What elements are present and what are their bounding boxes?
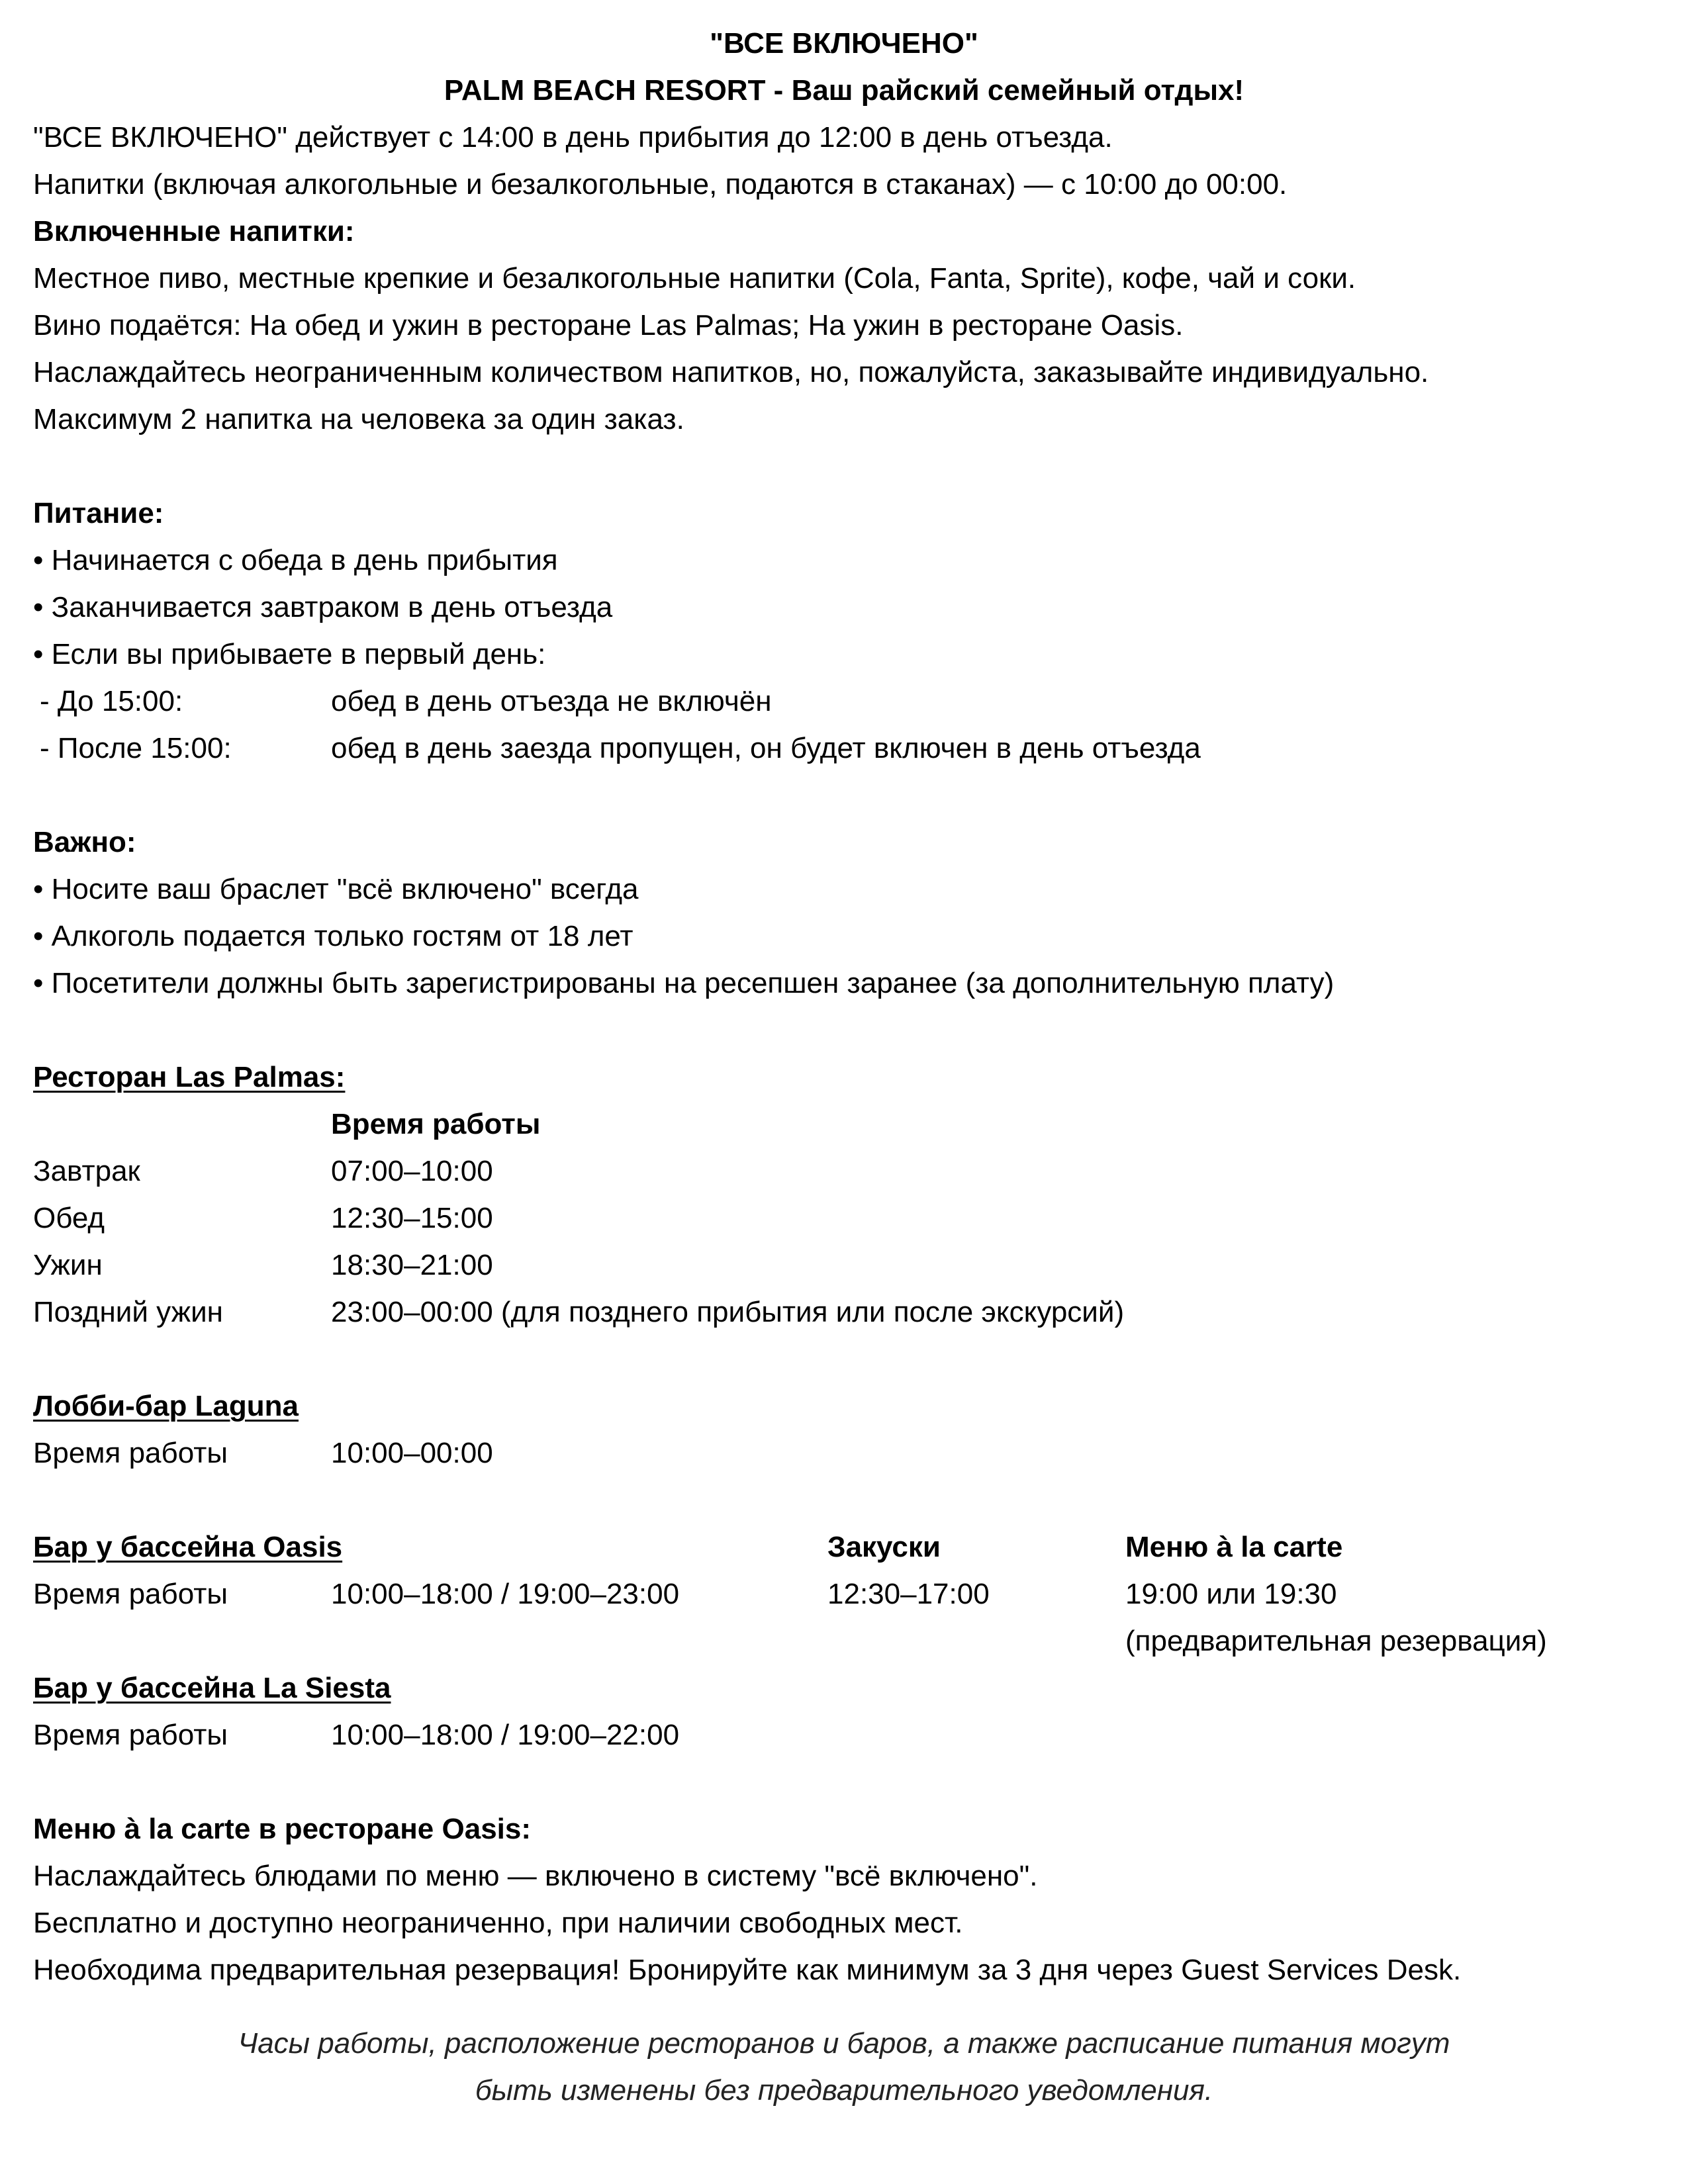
meals-row-label: - До 15:00: — [40, 685, 183, 717]
oasis-alacarte-heading: Меню à la carte — [1125, 1531, 1343, 1563]
spacer — [33, 1477, 1655, 1524]
footer-note-line: Часы работы, расположение ресторанов и баров, а также расписание питания могут — [238, 2027, 1450, 2060]
las-palmas-time: 23:00–00:00 (для позднего прибытия или после экскурсий) — [331, 1296, 1125, 1328]
meals-bullet: • Начинается с обеда в день прибытия — [33, 544, 558, 576]
las-palmas-row — [33, 1289, 1655, 1336]
validity-text: "ВСЕ ВКЛЮЧЕНО" действует с 14:00 в день прибытия до 12:00 в день отъезда. — [33, 121, 1113, 154]
oasis-menu-line: Бесплатно и доступно неограниченно, при наличии свободных мест. — [33, 1907, 963, 1939]
spacer — [33, 772, 1655, 819]
las-palmas-time: 18:30–21:00 — [331, 1249, 493, 1281]
document-title: "ВСЕ ВКЛЮЧЕНО" — [710, 27, 978, 60]
meals-row — [33, 725, 1655, 772]
las-palmas-time: 12:30–15:00 — [331, 1202, 493, 1234]
laguna-heading: Лобби-бар Laguna — [33, 1390, 299, 1422]
drinks-line: Местное пиво, местные крепкие и безалкогольные напитки (Cola, Fanta, Sprite), кофе, чай и соки. — [33, 262, 1356, 295]
important-bullet: • Алкоголь подается только гостям от 18 лет — [33, 920, 633, 952]
las-palmas-meal: Ужин — [33, 1249, 103, 1281]
oasis-menu-heading: Меню à la carte в ресторане Oasis: — [33, 1813, 532, 1845]
meals-bullet: • Заканчивается завтраком в день отъезда — [33, 591, 613, 623]
meals-row-text: обед в день заезда пропущен, он будет включен в день отъезда — [331, 732, 1201, 764]
oasis-alacarte-time: 19:00 или 19:30 — [1125, 1578, 1337, 1610]
important-bullet: • Посетители должны быть зарегистрированы на ресепшен заранее (за дополнительную плату) — [33, 967, 1335, 999]
document-subtitle: PALM BEACH RESORT - Ваш райский семейный отдых! — [444, 74, 1244, 107]
spacer — [33, 443, 1655, 490]
las-palmas-hours-heading-row — [33, 1101, 1655, 1148]
siesta-bar-heading-row — [33, 1664, 1655, 1711]
las-palmas-row — [33, 1242, 1655, 1289]
siesta-bar-hours: 10:00–18:00 / 19:00–22:00 — [331, 1719, 680, 1751]
oasis-bar-note-row — [33, 1617, 1655, 1664]
document-page — [33, 20, 1655, 2114]
spacer — [33, 1007, 1655, 1054]
meals-row-label: - После 15:00: — [40, 732, 232, 764]
important-bullet: • Носите ваш браслет "всё включено" всегда — [33, 873, 639, 905]
las-palmas-meal: Завтрак — [33, 1155, 140, 1187]
laguna-heading-row — [33, 1383, 1655, 1430]
drinks-line: Наслаждайтесь неограниченным количеством напитков, но, пожалуйста, заказывайте индивидуально. — [33, 356, 1429, 388]
oasis-alacarte-note: (предварительная резервация) — [1125, 1625, 1547, 1657]
meals-row — [33, 678, 1655, 725]
oasis-bar-hours-label: Время работы — [33, 1578, 228, 1610]
footer-note-line: быть изменены без предварительного уведомления. — [475, 2074, 1213, 2107]
oasis-bar-heading: Бар у бассейна Oasis — [33, 1531, 343, 1563]
drinks-line: Вино подаётся: На обед и ужин в ресторане Las Palmas; На ужин в ресторане Oasis. — [33, 309, 1184, 341]
las-palmas-row — [33, 1195, 1655, 1242]
oasis-bar-hours-row — [33, 1570, 1655, 1617]
spacer — [33, 1758, 1655, 1805]
oasis-bar-heading-row — [33, 1524, 1655, 1570]
las-palmas-hours-heading: Время работы — [331, 1108, 541, 1140]
meals-row-text: обед в день отъезда не включён — [331, 685, 772, 717]
spacer — [33, 1336, 1655, 1383]
drinks-line: Максимум 2 напитка на человека за один заказ. — [33, 403, 684, 435]
siesta-bar-heading: Бар у бассейна La Siesta — [33, 1672, 391, 1704]
las-palmas-time: 07:00–10:00 — [331, 1155, 493, 1187]
oasis-snacks-heading: Закуски — [827, 1531, 941, 1563]
laguna-hours-row — [33, 1430, 1655, 1477]
las-palmas-meal: Поздний ужин — [33, 1296, 223, 1328]
laguna-hours: 10:00–00:00 — [331, 1437, 493, 1469]
important-heading: Важно: — [33, 826, 136, 858]
las-palmas-meal: Обед — [33, 1202, 105, 1234]
siesta-bar-hours-label: Время работы — [33, 1719, 228, 1751]
oasis-bar-hours: 10:00–18:00 / 19:00–23:00 — [331, 1578, 680, 1610]
oasis-menu-line: Необходима предварительная резервация! Бронируйте как минимум за 3 дня через Guest Services Desk. — [33, 1954, 1462, 1986]
oasis-snacks-hours: 12:30–17:00 — [827, 1578, 990, 1610]
las-palmas-heading: Ресторан Las Palmas: — [33, 1061, 346, 1093]
meals-bullet: • Если вы прибываете в первый день: — [33, 638, 546, 670]
laguna-hours-label: Время работы — [33, 1437, 228, 1469]
meals-heading: Питание: — [33, 497, 164, 529]
drinks-hours-text: Напитки (включая алкогольные и безалкогольные, подаются в стаканах) — с 10:00 до 00:00. — [33, 168, 1288, 201]
oasis-menu-line: Наслаждайтесь блюдами по меню — включено в систему "всё включено". — [33, 1860, 1038, 1892]
las-palmas-heading-row — [33, 1054, 1655, 1101]
siesta-bar-hours-row — [33, 1711, 1655, 1758]
las-palmas-row — [33, 1148, 1655, 1195]
spacer — [33, 1993, 1655, 2020]
drinks-heading: Включенные напитки: — [33, 215, 355, 248]
